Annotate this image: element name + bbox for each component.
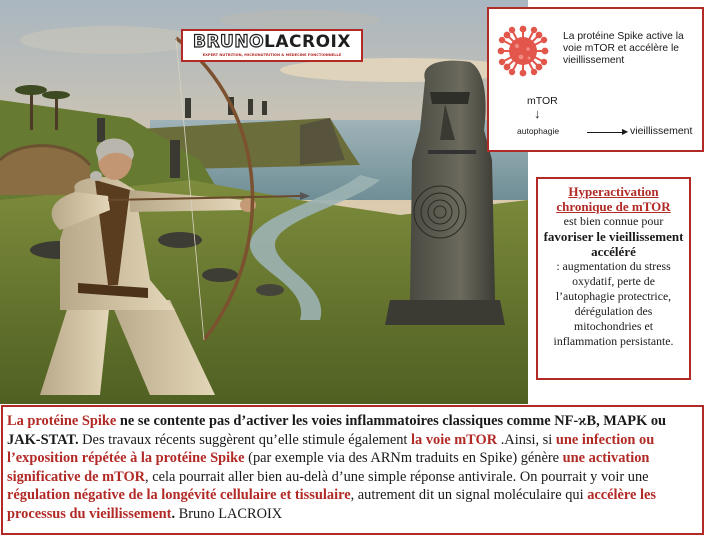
para-negative-regulation: régulation négative de la longévité cellulaire et tissulaire xyxy=(7,487,351,504)
mtor-label: mTOR xyxy=(527,95,558,107)
sidebox-title: Hyperactivation chronique de mTOR xyxy=(556,184,671,214)
virus-icon xyxy=(497,25,549,77)
para-inflammatory-pathways: ne se contente pas d’activer les voies inflammatoires classiques comme NF-ϰB, MAPK ou JAK-STAT. xyxy=(7,413,667,448)
para-mrna-example: (par exemple via des ARNm traduits en Spike) génère xyxy=(244,450,563,467)
mtor-diagram-box xyxy=(487,7,704,152)
autophagy-label: autophagie xyxy=(517,126,560,136)
mtor-hyperactivation-box xyxy=(536,177,691,380)
para-molecular-signal: , autrement dit un signal moléculaire qui xyxy=(350,487,588,504)
diagram-caption: La protéine Spike active la voie mTOR et accélère le vieillissement xyxy=(563,31,684,66)
para-significant-activation: une activation significative de mTOR xyxy=(7,450,650,485)
sidebox-emphasis: favoriser le vieillissement accéléré xyxy=(543,229,684,259)
para-mtor-pathway: la voie mTOR xyxy=(411,431,498,448)
aging-label: vieillissement xyxy=(630,125,693,137)
para-spike-protein: La protéine Spike xyxy=(7,413,117,429)
para-repeated-exposure: une infection ou l’exposition répétée à la protéine Spike xyxy=(7,431,655,467)
down-arrow-icon: ↓ xyxy=(534,106,541,121)
para-thus: .Ainsi, si xyxy=(497,431,556,448)
right-arrow-line xyxy=(587,132,625,133)
para-recent-work: Des travaux récents suggèrent qu’elle stimule également xyxy=(78,431,412,448)
para-author: Bruno LACROIX xyxy=(175,505,283,522)
main-paragraph xyxy=(1,405,704,535)
sidebox-detail: : augmentation du stress oxydatif, perte de l’autophagie protectrice, dérégulation des mitochondries et inflammation persistante. xyxy=(553,259,674,348)
para-period: . xyxy=(171,505,176,522)
right-arrow-icon: ▶ xyxy=(622,127,629,136)
logo-wordmark: BRUNOLACROIX xyxy=(193,32,351,52)
brand-logo xyxy=(181,29,363,62)
logo-tagline: EXPERT NUTRITION, MICRONUTRITION & MÉDECINE FONCTIONNELLE xyxy=(202,53,342,57)
para-accelerates-aging: accélère les processus du vieillissement xyxy=(7,487,657,522)
para-beyond-antiviral: , cela pourrait aller bien au-delà d’une simple réponse antivirale. On pourrait y voir une xyxy=(145,468,649,485)
sidebox-mid: est bien connue pour xyxy=(563,214,664,228)
